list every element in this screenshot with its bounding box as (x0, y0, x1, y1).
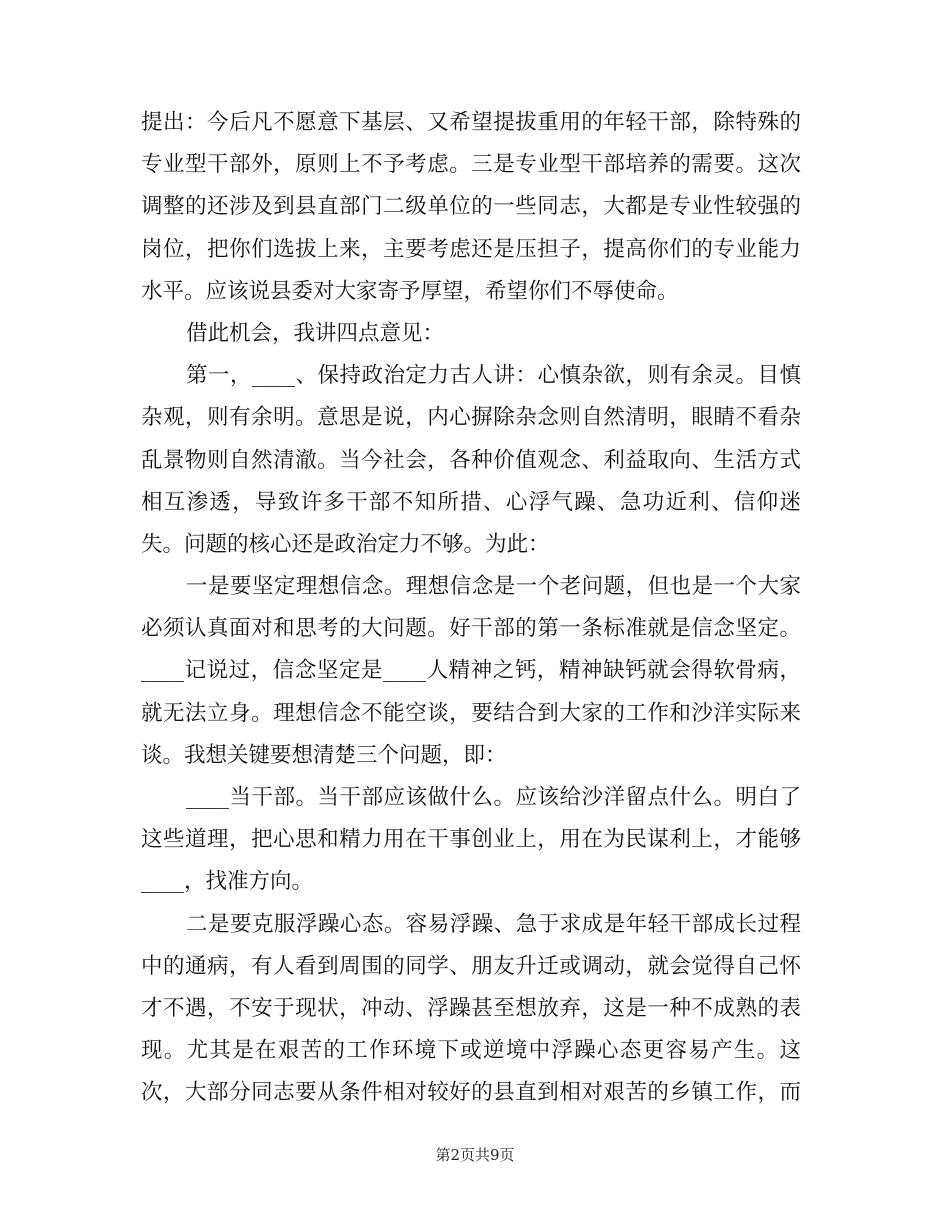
text-line: 这些道理，把心思和精力用在干事创业上，用在为民谋利上，才能够 (141, 827, 801, 853)
text-line: 水平。应该说县委对大家寄予厚望，希望你们不辱使命。 (141, 278, 679, 304)
text-line: 现。尤其是在艰苦的工作环境下或逆境中浮躁心态更容易产生。这 (141, 1038, 801, 1064)
text-line: ____，找准方向。 (141, 869, 314, 895)
text-line: 提出：今后凡不愿意下基层、又希望提拔重用的年轻干部，除特殊的 (141, 110, 801, 135)
text-line: 二是要克服浮躁心态。容易浮躁、急于求成是年轻干部成长过程 (186, 911, 801, 937)
text-line: 谈。我想关键要想清楚三个问题，即： (141, 742, 507, 768)
text-line: 失。问题的核心还是政治定力不够。为此： (141, 531, 550, 557)
text-line: ____记说过，信念坚定是____人精神之钙，精神缺钙就会得软骨病， (141, 658, 801, 684)
text-line: 一是要坚定理想信念。理想信念是一个老问题，但也是一个大家 (186, 574, 801, 600)
text-line: 必须认真面对和思考的大问题。好干部的第一条标准就是信念坚定。 (141, 616, 801, 642)
text-line: 相互渗透，导致许多干部不知所措、心浮气躁、急功近利、信仰迷 (141, 489, 801, 515)
page-footer (0, 1144, 950, 1165)
text-line: 第一，____、保持政治定力古人讲：心慎杂欲，则有余灵。目慎 (186, 363, 801, 389)
text-line: 次，大部分同志要从条件相对较好的县直到相对艰苦的乡镇工作，而 (141, 1080, 801, 1106)
text-line: 乱景物则自然清澈。当今社会，各种价值观念、利益取向、生活方式 (141, 447, 801, 473)
document-body (141, 102, 801, 1115)
text-line: 杂观，则有余明。意思是说，内心摒除杂念则自然清明，眼睛不看杂 (141, 405, 801, 431)
text-line: 专业型干部外，原则上不予考虑。三是专业型干部培养的需要。这次 (141, 152, 801, 178)
text-line: 才不遇，不安于现状，冲动、浮躁甚至想放弃，这是一种不成熟的表 (141, 995, 801, 1021)
text-line: 中的通病，有人看到周围的同学、朋友升迁或调动，就会觉得自己怀 (141, 953, 801, 979)
text-line: ____当干部。当干部应该做什么。应该给沙洋留点什么。明白了 (186, 785, 801, 810)
text-line: 借此机会，我讲四点意见： (186, 320, 445, 346)
text-line: 调整的还涉及到县直部门二级单位的一些同志，大都是专业性较强的 (141, 194, 801, 220)
text-line: 就无法立身。理想信念不能空谈，要结合到大家的工作和沙洋实际来 (141, 700, 801, 726)
page-number: 第2页共9页 (435, 1146, 515, 1164)
text-line: 岗位，把你们选拔上来，主要考虑还是压担子，提高你们的专业能力 (141, 236, 801, 262)
